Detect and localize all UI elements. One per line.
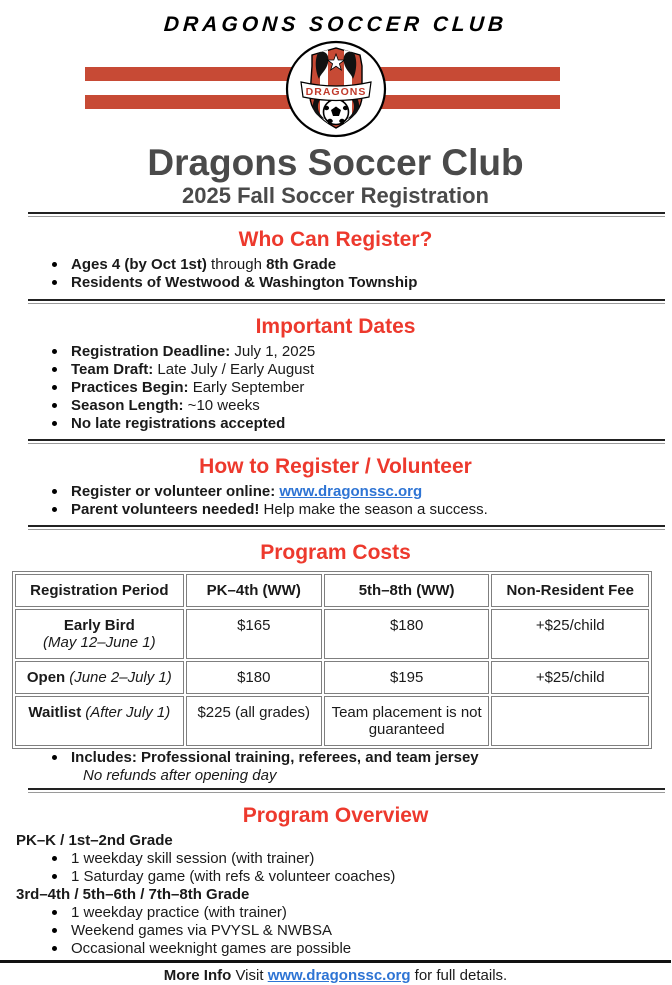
who-ages-normal: through (206, 256, 267, 273)
period-cell (15, 661, 184, 694)
list-item (0, 904, 671, 921)
overview-item: 1 Saturday game (with refs & volunteer coaches) (71, 868, 396, 885)
list-item (0, 274, 671, 291)
col-header-nonresident: Non-Resident Fee (491, 574, 649, 607)
period-cell (15, 696, 184, 746)
bullet-icon (52, 403, 57, 408)
list-item (0, 940, 671, 957)
bullet-icon (52, 280, 57, 285)
period-cell (15, 609, 184, 659)
date-label: Registration Deadline: (71, 343, 231, 360)
overview-item: 1 weekday practice (with trainer) (71, 904, 287, 921)
list-item (0, 483, 671, 500)
volunteers-normal: Help make the season a success. (259, 501, 488, 518)
section-divider (28, 439, 665, 444)
footer (0, 967, 671, 985)
costs-heading: Program Costs (260, 541, 411, 564)
who-heading: Who Can Register? (238, 228, 433, 251)
section-divider (28, 525, 665, 530)
bullet-icon (52, 946, 57, 951)
col-header-period: Registration Period (15, 574, 184, 607)
banner-text: DRAGONS (305, 86, 366, 98)
list-item (0, 501, 671, 518)
list-item (0, 256, 671, 273)
fee-cell: +$25/child (491, 661, 649, 694)
bullet-icon (52, 507, 57, 512)
register-online-label: Register or volunteer online: (71, 483, 280, 500)
bullet-icon (52, 874, 57, 879)
section-divider (28, 212, 665, 217)
period-name: Open (26, 669, 66, 686)
fee-cell: $225 (all grades) (186, 696, 322, 746)
bullet-icon (52, 856, 57, 861)
who-residents: Residents of Westwood & Washington Township (71, 274, 418, 291)
club-crest-logo (285, 40, 387, 138)
bullet-icon (52, 385, 57, 390)
list-item (0, 415, 671, 432)
logo-band (0, 38, 671, 138)
overview-group-title-upper: 3rd–4th / 5th–6th / 7th–8th Grade (16, 886, 250, 903)
date-value: Late July / Early August (153, 361, 315, 378)
footer-visit: Visit (231, 967, 268, 984)
flyer-page (0, 13, 671, 984)
overview-item: 1 weekday skill session (with trainer) (71, 850, 315, 867)
date-label: Team Draft: (71, 361, 154, 378)
bullet-icon (52, 755, 57, 760)
fee-cell: $195 (324, 661, 490, 694)
col-header-5th8th: 5th–8th (WW) (324, 574, 490, 607)
date-label: Practices Begin: (71, 379, 189, 396)
section-divider (28, 788, 665, 793)
list-item (0, 361, 671, 378)
section-divider (28, 299, 665, 304)
footer-details: for full details. (410, 967, 508, 984)
period-dates: (June 2–July 1) (69, 669, 172, 686)
register-link[interactable]: www.dragonssc.org (279, 483, 423, 500)
bullet-icon (52, 367, 57, 372)
who-ages-bold: Ages 4 (by Oct 1st) (71, 256, 207, 273)
bullet-icon (52, 262, 57, 267)
date-value: ~10 weeks (183, 397, 260, 414)
period-name: Early Bird (63, 617, 135, 634)
page-subtitle: 2025 Fall Soccer Registration (182, 183, 489, 208)
soccer-ball-icon (323, 100, 348, 125)
overview-pk-list (0, 850, 671, 885)
date-value: Early September (188, 379, 305, 396)
overview-heading: Program Overview (242, 804, 429, 827)
overview-item: Occasional weeknight games are possible (71, 940, 352, 957)
date-label: No late registrations accepted (71, 415, 286, 432)
volunteers-bold: Parent volunteers needed! (71, 501, 260, 518)
program-costs-table (12, 571, 652, 749)
fee-cell: +$25/child (491, 609, 649, 659)
club-wordmark: DRAGONS SOCCER CLUB (163, 13, 508, 36)
table-row (15, 696, 649, 746)
overview-item: Weekend games via PVYSL & NWBSA (71, 922, 332, 939)
list-item (0, 749, 671, 766)
fee-cell: $180 (324, 609, 490, 659)
period-name: Waitlist (28, 704, 82, 721)
fee-cell (491, 696, 649, 746)
bullet-icon (52, 928, 57, 933)
dates-heading: Important Dates (255, 315, 416, 338)
overview-group-title-pk: PK–K / 1st–2nd Grade (16, 832, 173, 849)
fee-cell: $165 (186, 609, 322, 659)
fee-cell: Team placement is not guaranteed (324, 696, 490, 746)
costs-notes (0, 749, 671, 766)
table-row (15, 661, 649, 694)
list-item (0, 343, 671, 360)
list-item (0, 850, 671, 867)
list-item (0, 379, 671, 396)
bullet-icon (52, 349, 57, 354)
list-item (0, 868, 671, 885)
refunds-note: No refunds after opening day (83, 767, 277, 784)
bullet-icon (52, 421, 57, 426)
who-bullet-list (0, 256, 671, 291)
period-dates: (May 12–June 1) (43, 634, 156, 651)
table-row (15, 609, 649, 659)
period-dates: (After July 1) (85, 704, 171, 721)
date-label: Season Length: (71, 397, 184, 414)
footer-link[interactable]: www.dragonssc.org (267, 967, 411, 984)
footer-more-info: More Info (163, 967, 232, 984)
page-title: Dragons Soccer Club (147, 142, 524, 183)
overview-upper-list (0, 904, 671, 957)
fee-cell: $180 (186, 661, 322, 694)
includes-note: Includes: Professional training, referees, and team jersey (71, 749, 479, 766)
who-grade-bold: 8th Grade (266, 256, 337, 273)
bullet-icon (52, 489, 57, 494)
col-header-pk4: PK–4th (WW) (186, 574, 322, 607)
list-item (0, 397, 671, 414)
register-bullet-list (0, 483, 671, 518)
table-header-row (15, 574, 649, 607)
list-item (0, 922, 671, 939)
dates-bullet-list (0, 343, 671, 432)
bullet-icon (52, 910, 57, 915)
register-heading: How to Register / Volunteer (199, 455, 472, 478)
date-value: July 1, 2025 (230, 343, 316, 360)
footer-divider (0, 960, 671, 963)
